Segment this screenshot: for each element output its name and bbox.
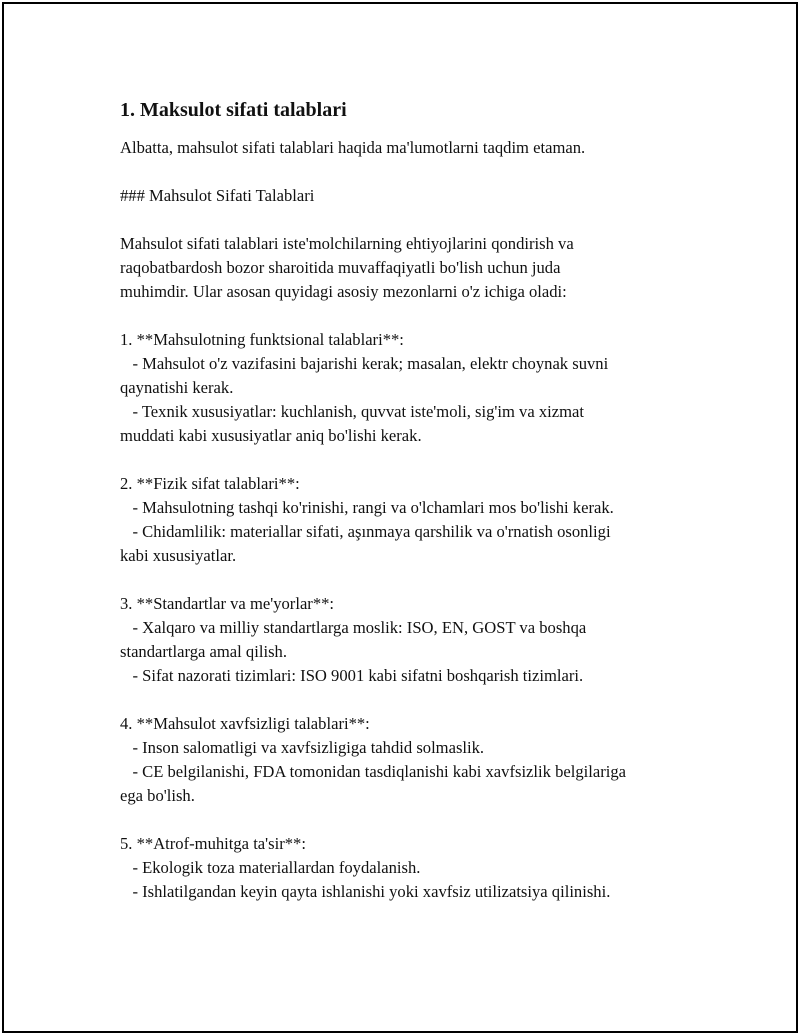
- section-line: standartlarga amal qilish.: [120, 642, 287, 661]
- section-title: 5. **Atrof-muhitga ta'sir**:: [120, 834, 306, 853]
- section-line: muddati kabi xususiyatlar aniq bo'lishi kerak.: [120, 426, 422, 445]
- section-line: - Mahsulotning tashqi ko'rinishi, rangi va o'lchamlari mos bo'lishi kerak.: [120, 498, 614, 517]
- paragraph-line: raqobatbardosh bozor sharoitida muvaffaqiyatli bo'lish uchun juda: [120, 258, 561, 277]
- section-line: - Texnik xususiyatlar: kuchlanish, quvvat iste'moli, sig'im va xizmat: [120, 402, 585, 421]
- section-block: [120, 472, 720, 568]
- spacer: [120, 160, 720, 184]
- section-line: - Inson salomatligi va xavfsizligiga tahdid solmaslik.: [120, 738, 485, 757]
- section-line: - Ekologik toza materiallardan foydalanish.: [120, 858, 421, 877]
- section-line: - Ishlatilgandan keyin qayta ishlanishi yoki xavfsiz utilizatsiya qilinishi.: [120, 882, 611, 901]
- spacer: [120, 688, 720, 712]
- section-line: - CE belgilanishi, FDA tomonidan tasdiqlanishi kabi xavfsizlik belgilariga: [120, 762, 627, 781]
- intro-line: Albatta, mahsulot sifati talablari haqida ma'lumotlarni taqdim etaman.: [120, 138, 586, 157]
- section-title: 4. **Mahsulot xavfsizligi talablari**:: [120, 714, 370, 733]
- intro-paragraph: [120, 232, 720, 304]
- section-block: [120, 832, 720, 904]
- subheading-line: ### Mahsulot Sifati Talablari: [120, 186, 315, 205]
- spacer: [120, 808, 720, 832]
- section-line: - Chidamlilik: materiallar sifati, aşınmaya qarshilik va o'rnatish osonligi: [120, 522, 611, 541]
- spacer: [120, 448, 720, 472]
- section-title: 2. **Fizik sifat talablari**:: [120, 474, 300, 493]
- spacer: [120, 304, 720, 328]
- spacer: [120, 208, 720, 232]
- paragraph-line: muhimdir. Ular asosan quyidagi asosiy mezonlarni o'z ichiga oladi:: [120, 282, 567, 301]
- section-block: [120, 592, 720, 688]
- section-line: qaynatishi kerak.: [120, 378, 234, 397]
- section-line: - Mahsulot o'z vazifasini bajarishi kerak; masalan, elektr choynak suvni: [120, 354, 609, 373]
- section-line: kabi xususiyatlar.: [120, 546, 237, 565]
- document-heading: 1. Maksulot sifati talablari: [120, 99, 347, 121]
- sections-list: [120, 328, 720, 904]
- page-frame: [2, 2, 798, 1033]
- section-line: - Sifat nazorati tizimlari: ISO 9001 kabi sifatni boshqarish tizimlari.: [120, 666, 584, 685]
- section-block: [120, 712, 720, 808]
- document-body: [120, 98, 720, 904]
- spacer: [120, 568, 720, 592]
- section-title: 3. **Standartlar va me'yorlar**:: [120, 594, 335, 613]
- section-line: - Xalqaro va milliy standartlarga moslik: ISO, EN, GOST va boshqa: [120, 618, 587, 637]
- section-title: 1. **Mahsulotning funktsional talablari**:: [120, 330, 404, 349]
- paragraph-line: Mahsulot sifati talablari iste'molchilarning ehtiyojlarini qondirish va: [120, 234, 574, 253]
- section-line: ega bo'lish.: [120, 786, 195, 805]
- section-block: [120, 328, 720, 448]
